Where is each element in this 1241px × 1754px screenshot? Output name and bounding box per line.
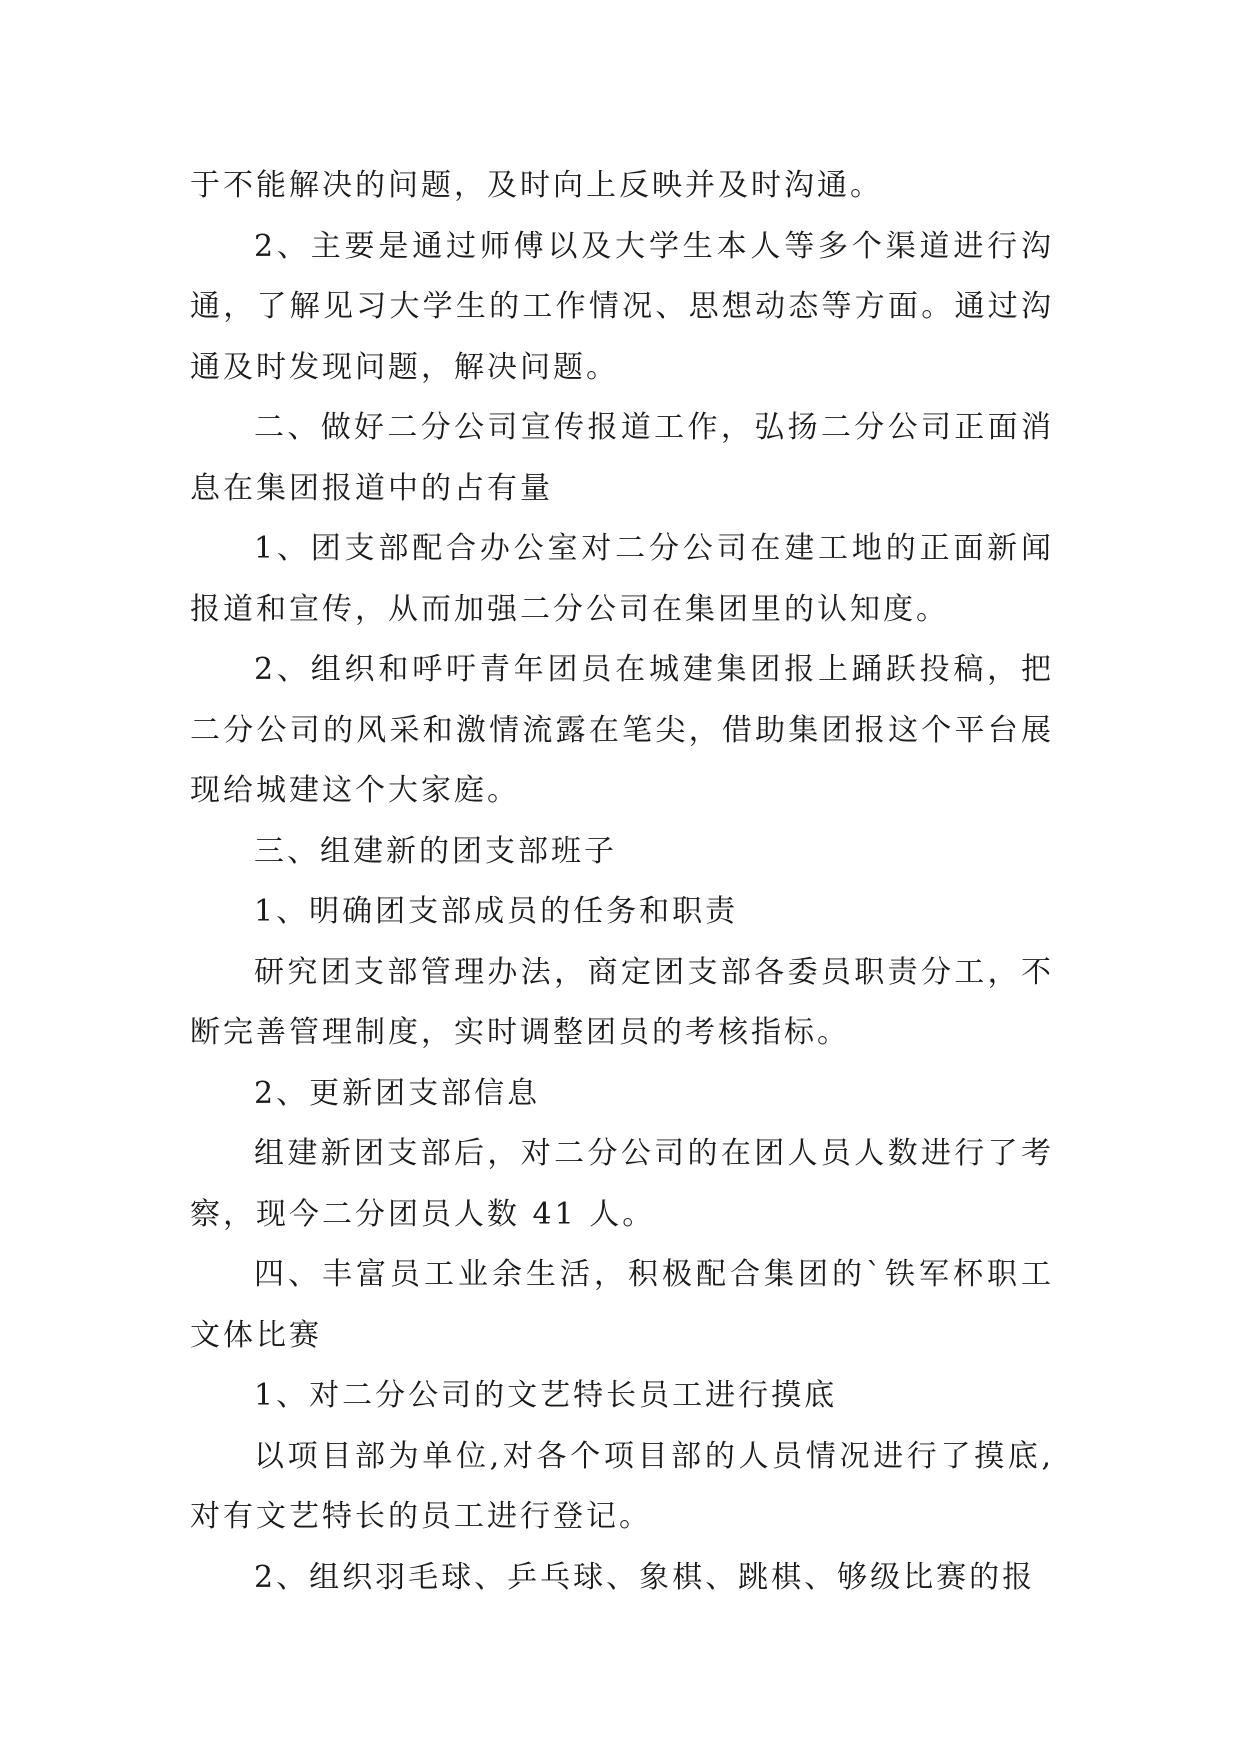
section-heading: 四、丰富员工业余生活，积极配合集团的`铁军杯职工文体比赛 bbox=[190, 1257, 1054, 1353]
paragraph: 2、主要是通过师傅以及大学生本人等多个渠道进行沟通，了解见习大学生的工作情况、思想动态等方面。通过沟通及时发现问题，解决问题。 bbox=[190, 228, 1054, 385]
subheading: 1、明确团支部成员的任务和职责 bbox=[254, 894, 739, 929]
paragraph: 以项目部为单位,对各个项目部的人员情况进行了摸底,对有文艺特长的员工进行登记。 bbox=[190, 1438, 1054, 1534]
paragraph: 于不能解决的问题，及时向上反映并及时沟通。 bbox=[190, 168, 883, 203]
subheading: 1、对二分公司的文艺特长员工进行摸底 bbox=[254, 1378, 838, 1413]
section-heading: 三、组建新的团支部班子 bbox=[254, 833, 617, 869]
paragraph: 2、组织羽毛球、乒乓球、象棋、跳棋、够级比赛的报 bbox=[254, 1559, 1036, 1595]
paragraph: 组建新团支部后，对二分公司的在团人员人数进行了考察，现今二分团员人数 41 人。 bbox=[190, 1136, 1054, 1232]
subheading: 2、更新团支部信息 bbox=[254, 1075, 541, 1111]
paragraph: 研究团支部管理办法，商定团支部各委员职责分工，不断完善管理制度，实时调整团员的考核指标。 bbox=[190, 954, 1054, 1050]
section-heading: 二、做好二分公司宣传报道工作，弘扬二分公司正面消息在集团报道中的占有量 bbox=[190, 410, 1054, 506]
document-body bbox=[190, 156, 1054, 1608]
paragraph: 2、组织和呼吁青年团员在城建集团报上踊跃投稿，把二分公司的风采和激情流露在笔尖，借助集团报这个平台展现给城建这个大家庭。 bbox=[190, 652, 1054, 808]
paragraph: 1、团支部配合办公室对二分公司在建工地的正面新闻报道和宣传，从而加强二分公司在集团里的认知度。 bbox=[190, 531, 1054, 627]
